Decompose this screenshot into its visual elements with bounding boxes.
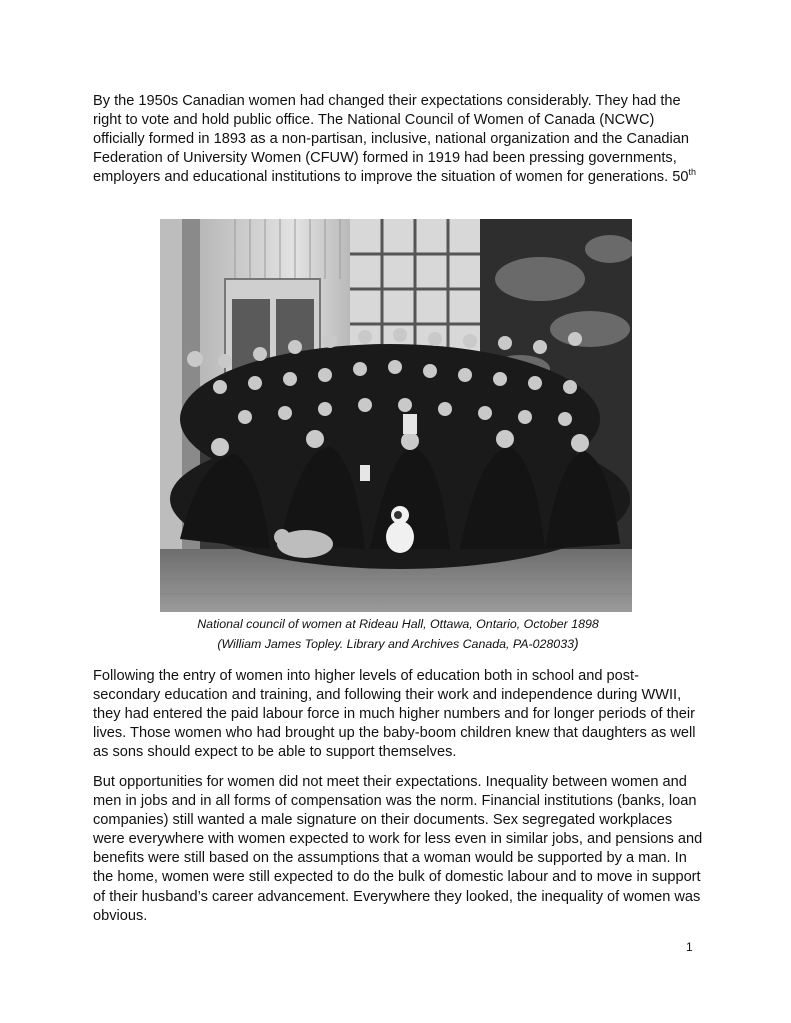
education-paragraph: Following the entry of women into higher levels of education both in school and post-secondary education and training, and following their work and independence during WWII, they had entered the paid labour force in much higher numbers and for longer periods of their lives. Those women who had brought up the baby-boom children knew that daughters as well as sons should expect to be able to support themselves. [93,668,696,761]
intro-paragraph [93,92,703,187]
historical-group-photo [160,219,632,612]
photo-caption-line2 [93,634,703,654]
photo-caption-line1: National council of women at Rideau Hall, Ottawa, Ontario, October 1898 [197,617,599,631]
photo-caption-close-paren: ) [573,635,579,651]
intro-text: By the 1950s Canadian women had changed their expectations considerably. They had the right to vote and hold public office. The National Council of Women of Canada (NCWC) officially formed in 1893 as a non-partisan, inclusive, national organization and the Canadian Federation of University Women (CFUW) formed in 1919 had been pressing governments, employers and educational institutions to improve the situation of women for generations. 50 [93,93,690,186]
intro-superscript: th [688,167,696,178]
photo-caption-credit: (William James Topley. Library and Archives Canada, PA-028033 [217,637,574,651]
opportunities-paragraph: But opportunities for women did not meet their expectations. Inequality between women and men in jobs and in all forms of compensation was the norm. Financial institutions (banks, loan companies) still wanted a male signature on their documents. Sex segregated workplaces were everywhere with women expected to work for less even in similar jobs, and pensions and benefits were still based on the assumptions that a woman would be supported by a man. In the home, women were still expected to do the bulk of domestic labour and to move in support of their husband’s career advancement. Everywhere they looked, the inequality of women was obvious. [93,774,703,924]
page-number: 1 [686,940,693,954]
